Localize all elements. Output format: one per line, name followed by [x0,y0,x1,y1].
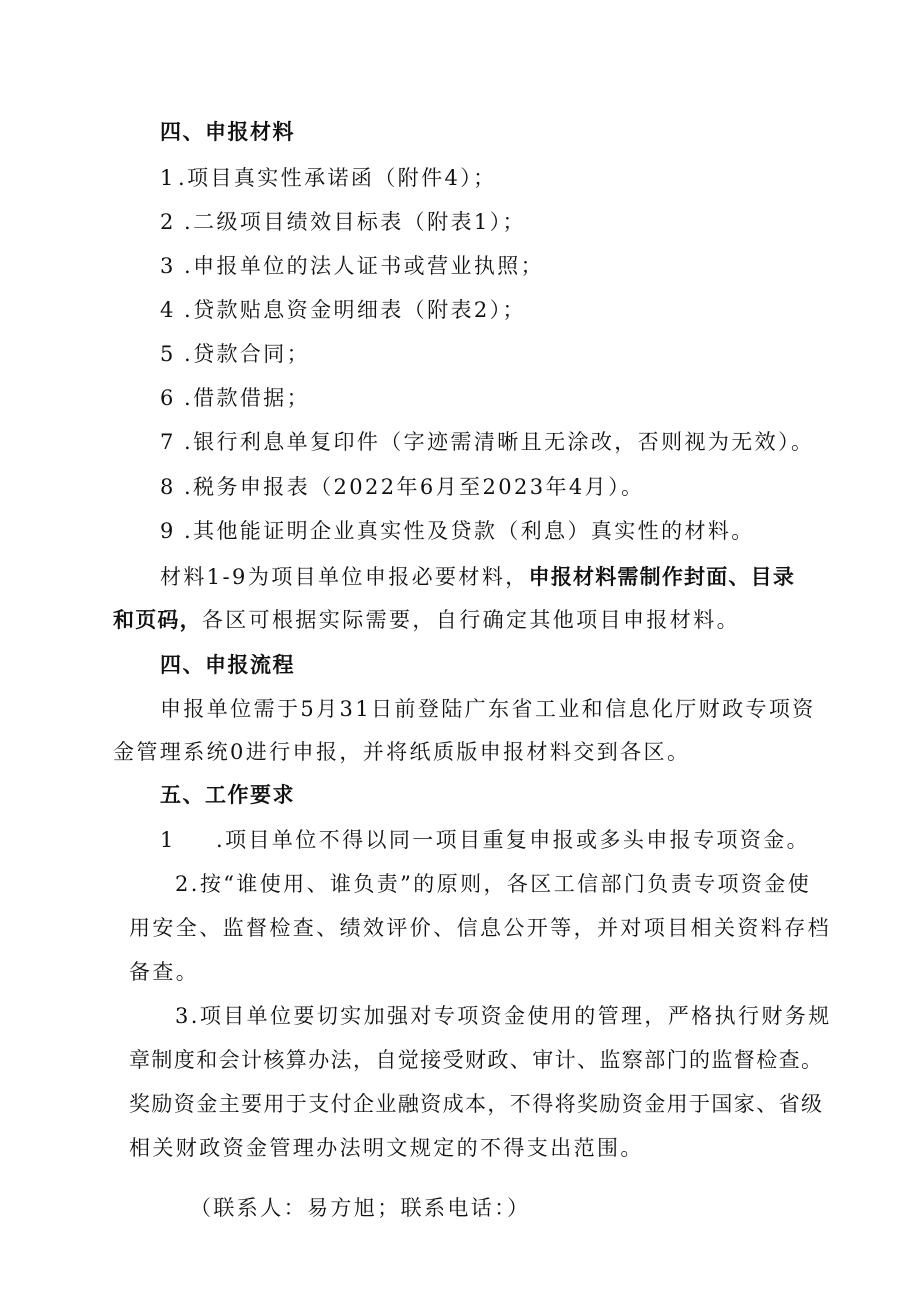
item-number: 7 [160,430,176,454]
materials-note-suffix: 各区可根据实际需要，自行确定其他项目申报材料。 [201,608,741,632]
section-heading-requirements: 五、工作要求 [160,783,295,807]
item-number: 1 [160,828,176,852]
requirement-2-line3: 备查。 [129,960,200,984]
section-heading-materials: 四、申报材料 [160,120,295,144]
process-paragraph-line2: 金管理系统0进行申报，并将纸质版申报材料交到各区。 [113,740,691,764]
list-item [160,340,310,368]
item-text: .贷款贴息资金明细表（附表2）； [184,298,526,322]
item-text: .借款借据； [184,386,311,410]
requirement-1 [160,826,810,854]
list-item [160,208,526,236]
list-item [160,296,526,324]
requirement-2-line2: 用安全、监督检查、绩效评价、信息公开等，并对项目相关资料存档 [129,916,831,940]
materials-note-line1 [160,563,795,591]
requirement-3-line1: 3.项目单位要切实加强对专项资金使用的管理，严格执行财务规 [175,1004,832,1028]
item-number: 9 [160,519,176,543]
item-number: 8 [160,475,176,499]
item-number: 6 [160,386,176,410]
item-text: .贷款合同； [184,342,311,366]
contact-info: （联系人：易方旭；联系电话：） [190,1196,531,1220]
requirement-3-line4: 相关财政资金管理办法明文规定的不得支出范围。 [129,1136,644,1160]
requirement-3-line2: 章制度和会计核算办法，自觉接受财政、审计、监察部门的监督检查。 [129,1048,824,1072]
item-text: .项目单位不得以同一项目重复申报或多头申报专项资金。 [216,828,811,852]
item-text: .项目真实性承诺函（附件4）； [178,166,497,190]
requirement-2-line1: 2.按“谁使用、谁负责”的原则，各区工信部门负责专项资金使 [175,872,812,896]
list-item [160,252,544,280]
list-item [160,428,814,456]
list-item [160,164,497,192]
list-item [160,473,644,501]
item-text: .税务申报表（2022年6月至2023年4月）。 [184,475,645,499]
list-item [160,384,310,412]
item-number: 5 [160,342,176,366]
list-item [160,517,755,545]
item-number: 3 [160,254,176,278]
item-text: .银行利息单复印件（字迹需清晰且无涂改，否则视为无效）。 [184,430,815,454]
item-number: 1 [160,166,176,190]
item-text: .二级项目绩效目标表（附表1）； [184,210,526,234]
materials-note-emphasis-2: 和页码， [113,608,202,632]
materials-note-emphasis: 申报材料需制作封面、目录 [528,565,796,589]
materials-note-prefix: 材料1-9为项目单位申报必要材料， [160,565,529,589]
item-number: 4 [160,298,176,322]
materials-note-line2 [113,606,740,634]
item-text: .申报单位的法人证书或营业执照； [184,254,545,278]
process-paragraph-line1: 申报单位需于5月31日前登陆广东省工业和信息化厅财政专项资 [160,697,816,721]
item-text: .其他能证明企业真实性及贷款（利息）真实性的材料。 [184,519,755,543]
item-number: 2 [160,210,176,234]
requirement-3-line3: 奖励资金主要用于支付企业融资成本，不得将奖励资金用于国家、省级 [129,1092,824,1116]
section-heading-process: 四、申报流程 [160,653,295,677]
